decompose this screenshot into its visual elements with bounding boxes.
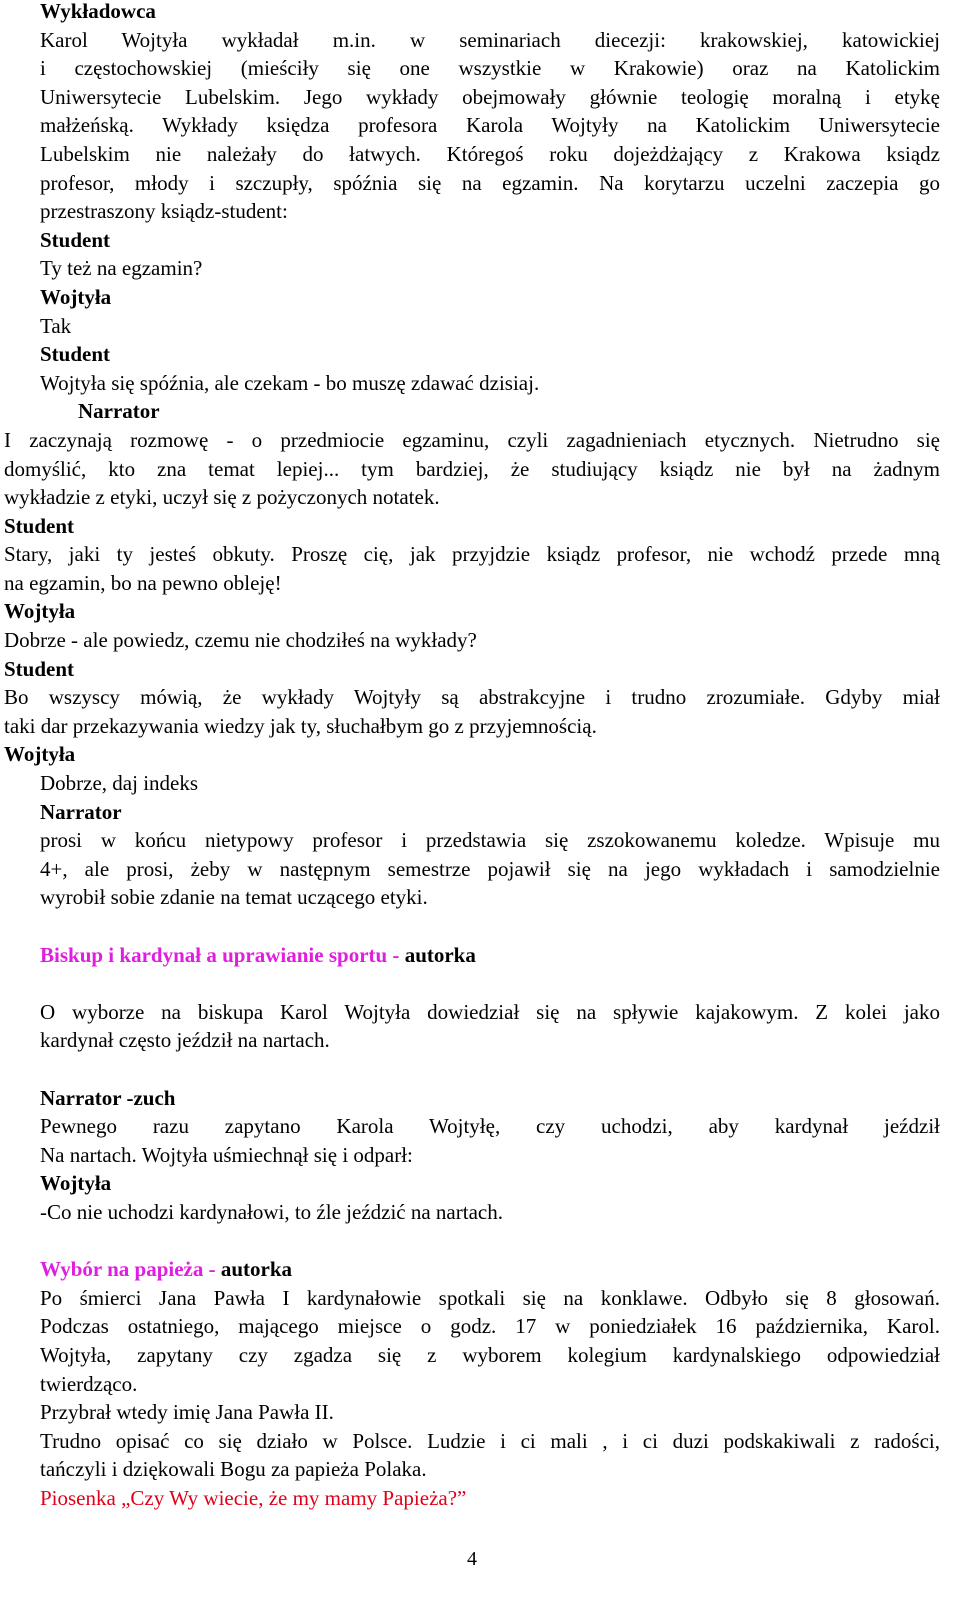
speaker-wojtyla: Wojtyła	[40, 284, 112, 309]
dialogue-line: Pewnego razu zapytano Karola Wojtyłę, czy uchodzi, aby kardynał jeździł	[40, 1114, 940, 1139]
paragraph-line: Karol Wojtyła wykładał m.in. w seminariach diecezji: krakowskiej, katowickiej	[40, 27, 940, 52]
speaker-narrator: Narrator	[40, 799, 122, 824]
paragraph-line: i częstochowskiej (mieściły się one wszystkie w Krakowie) oraz na Katolickim	[40, 56, 940, 81]
paragraph-line: O wyborze na biskupa Karol Wojtyła dowiedział się na spływie kajakowym. Z kolei jako	[40, 999, 940, 1024]
heading-lecturer: Wykładowca	[40, 0, 156, 23]
dialogue-line: 4+, ale prosi, żeby w następnym semestrze pojawił się na jego wykładach i samodzielnie	[40, 856, 940, 881]
paragraph-line: Trudno opisać co się działo w Polsce. Ludzie i ci mali , i ci duzi podskakiwali z radości,	[40, 1428, 940, 1453]
spacer	[0, 912, 960, 941]
dialogue-line: prosi w końcu nietypowy profesor i przedstawia się zszokowanemu koledze. Wpisuje mu	[40, 828, 940, 853]
paragraph-line: twierdząco.	[40, 1371, 138, 1396]
paragraph-line: Uniwersytecie Lubelskim. Jego wykłady obejmowały głównie teologię moralną i etykę	[40, 84, 940, 109]
spacer	[0, 969, 960, 998]
dialogue-line: Tak	[40, 313, 72, 338]
paragraph-line: Lubelskim nie należały do łatwych. Któregoś roku dojeżdżający z Krakowa ksiądz	[40, 141, 940, 166]
dialogue-line: Bo wszyscy mówią, że wykłady Wojtyły są abstrakcyjne i trudno zrozumiałe. Gdyby miał	[4, 685, 940, 710]
section-title: Wybór na papieża -	[40, 1257, 221, 1282]
speaker-narrator: Narrator -zuch	[40, 1085, 176, 1110]
speaker-wojtyla: Wojtyła	[4, 742, 76, 767]
dialogue-line: wykładzie z etyki, uczył się z pożyczonych notatek.	[4, 485, 440, 510]
paragraph-line: tańczyli i dziękowali Bogu za papieża Polaka.	[40, 1457, 427, 1482]
spacer	[0, 1055, 960, 1084]
speaker-narrator: Narrator	[78, 399, 160, 424]
dialogue-line: Dobrze, daj indeks	[40, 771, 199, 796]
paragraph-line: przestraszony ksiądz-student:	[40, 199, 288, 224]
speaker-wojtyla: Wojtyła	[4, 599, 76, 624]
paragraph-line: Przybrał wtedy imię Jana Pawła II.	[40, 1400, 334, 1425]
paragraph-line: Podczas ostatniego, mającego miejsce o godz. 17 w poniedziałek 16 października, Karol.	[40, 1314, 940, 1339]
page-number: 4	[467, 1548, 477, 1570]
spacer	[0, 1227, 960, 1256]
dialogue-line: na egzamin, bo na pewno obleję!	[4, 570, 282, 595]
dialogue-line: wyrobił sobie zdanie na temat uczącego etyki.	[40, 885, 428, 910]
paragraph-line: Wojtyła, zapytany czy zgadza się z wyborem kolegium kardynalskiego odpowiedział	[40, 1342, 940, 1367]
dialogue-line: taki dar przekazywania wiedzy jak ty, słuchałbym go z przyjemnością.	[4, 713, 597, 738]
dialogue-line: -Co nie uchodzi kardynałowi, to źle jeździć na nartach.	[40, 1199, 503, 1224]
dialogue-line: Stary, jaki ty jesteś obkuty. Proszę cię, jak przyjdzie ksiądz profesor, nie wchodź przede mną	[4, 542, 940, 567]
paragraph-line: profesor, młody i szczupły, spóźnia się na egzamin. Na korytarzu uczelni zaczepia go	[40, 170, 940, 195]
dialogue-line: Ty też na egzamin?	[40, 256, 203, 281]
paragraph-line: małżeńską. Wykłady księdza profesora Karola Wojtyły na Katolickim Uniwersytecie	[40, 113, 940, 138]
paragraph-line: kardynał często jeździł na nartach.	[40, 1028, 330, 1053]
section-author: autorka	[404, 942, 476, 967]
song-title: Piosenka „Czy Wy wiecie, że my mamy Papieża?”	[40, 1485, 467, 1510]
dialogue-line: domyślić, kto zna temat lepiej... tym bardziej, że studiujący ksiądz nie był na żadnym	[4, 456, 940, 481]
speaker-student: Student	[40, 227, 111, 252]
dialogue-line: I zaczynają rozmowę - o przedmiocie egzaminu, czyli zagadnieniach etycznych. Nietrudno się	[4, 427, 940, 452]
section-author: autorka	[220, 1257, 293, 1282]
speaker-student: Student	[4, 513, 75, 538]
dialogue-line: Na nartach. Wojtyła uśmiechnął się i odparł:	[40, 1142, 413, 1167]
dialogue-line: Dobrze - ale powiedz, czemu nie chodziłeś na wykłady?	[4, 628, 477, 653]
section-heading-pope	[0, 1255, 960, 1284]
section-title: Biskup i kardynał a uprawianie sportu -	[40, 942, 405, 967]
section-heading-sport	[0, 941, 960, 970]
speaker-wojtyla: Wojtyła	[40, 1171, 112, 1196]
dialogue-line: Wojtyła się spóźnia, ale czekam - bo muszę zdawać dzisiaj.	[40, 370, 540, 395]
paragraph-line: Po śmierci Jana Pawła I kardynałowie spotkali się na konklawe. Odbyło się 8 głosowań.	[40, 1285, 940, 1310]
speaker-student: Student	[4, 656, 75, 681]
speaker-student: Student	[40, 342, 111, 367]
